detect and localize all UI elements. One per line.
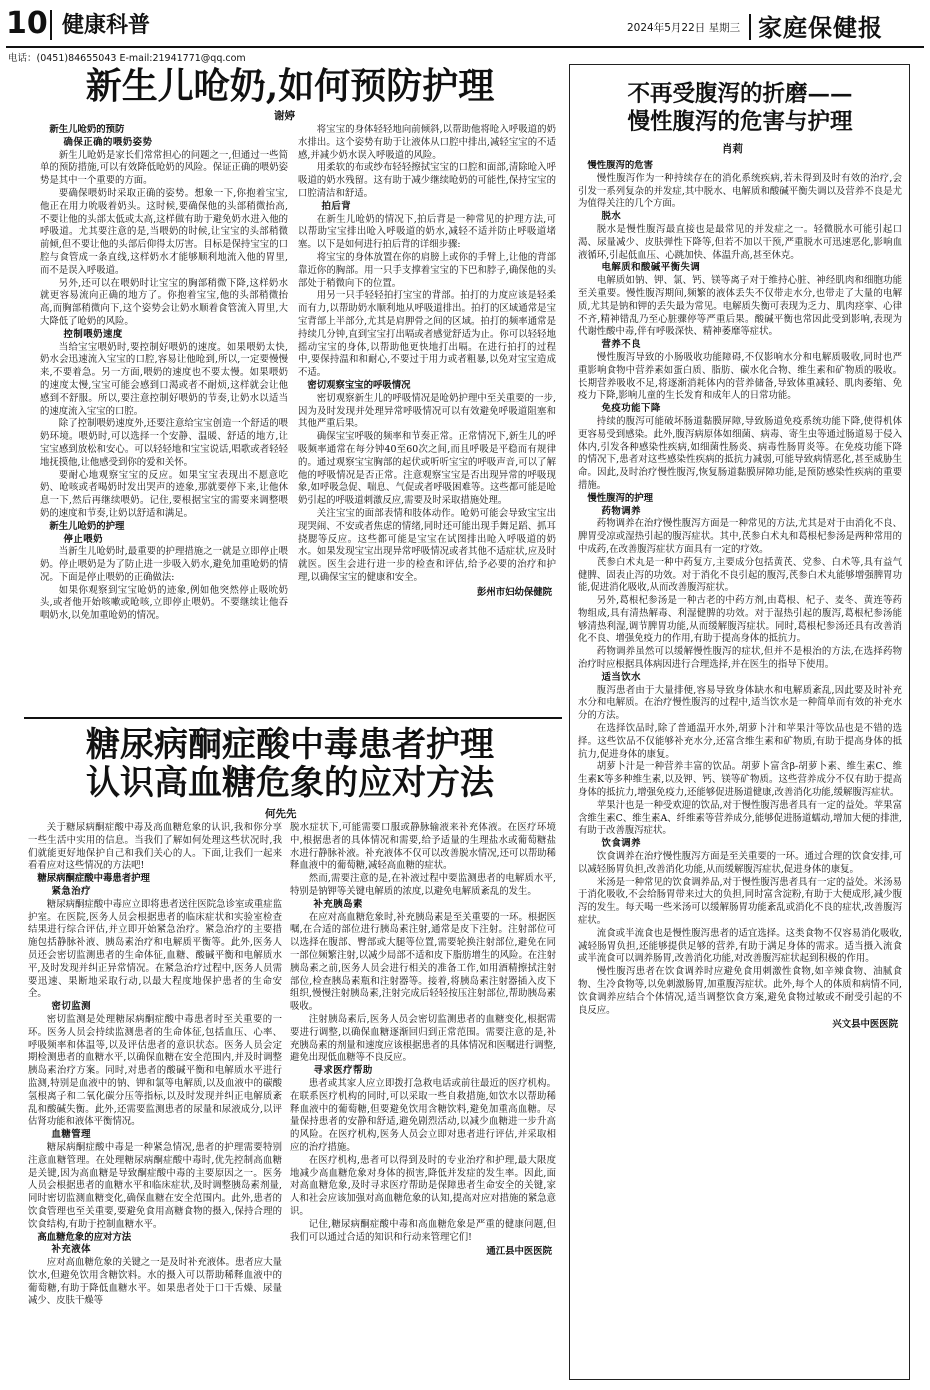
sub-subheading: 寻求医疗帮助 (313, 1065, 373, 1077)
paragraph: 密切监测是处理糖尿病酮症酸中毒患者时至关重要的一环。医务人员会持续监测患者的生命体征,包括血压、心率、呼吸频率和体温等,以及评估患者的意识状态。医务人员会定期检测患者的血糖水平,以确保血糖在安全范围内,并及时调整胰岛素治疗方案。同时,对患者的酸碱平衡和电解质水平进行监测,特别是血液中的钠、钾和氯等电解质,以及血液中的碳酸氢根离子和二氧化碳分压等指标,以及时发现并纠正电解质紊乱和酸碱失衡。此外,还需要监测患者的尿量和尿液成分,以评估肾功能和液体平衡情况。 (28, 1013, 282, 1128)
paragraph: 关于糖尿病酮症酸中毒及高血糖危象的认识,我和你分享一些生活中实用的信息。当我们了解如何处理这些状况时,我们就能更好地保护自己和我们关心的人。下面,让我们一起来看看应对这些情况的方法吧! (28, 822, 282, 872)
article3-column (578, 160, 902, 1368)
paragraph: 除了控制喂奶速度外,还要注意给宝宝创造一个舒适的喂奶环境。喂奶时,可以选择一个安静、温暖、舒适的地方,让宝宝感到放松和安心。可以轻轻地和宝宝说话,唱歌或者轻轻地抚摸他,让他感受到你的爱和关怀。 (40, 418, 288, 468)
article1-author: 谢婷 (274, 110, 295, 122)
paragraph: 慢性腹泻导致的小肠吸收功能障碍,不仅影响水分和电解质吸收,同时也严重影响食物中营养素如蛋白质、脂肪、碳水化合物、维生素和矿物质的吸收。长期营养吸收不足,将逐渐消耗体内的营养储备,导致体重减轻、肌肉萎缩、免疫力下降,影响儿童的生长发育和成年人的日常功能。 (578, 351, 902, 402)
paragraph: 新生儿呛奶是家长们常常担心的问题之一,但通过一些简单的预防措施,可以有效降低呛奶的风险。保证正确的喂奶姿势是其中一个重要的方面。 (40, 149, 288, 187)
sub-subheading: 紧急治疗 (51, 885, 92, 897)
subheading: 高血糖危象的应对方法 (37, 1231, 132, 1243)
page-header (0, 0, 930, 48)
subheading: 糖尿病酮症酸中毒患者护理 (37, 873, 150, 885)
article1-column-2 (298, 124, 556, 709)
paragraph: 在应对高血糖危象时,补充胰岛素是至关重要的一环。根据医嘱,在合适的部位进行胰岛素注射,通常是皮下注射。注射部位可以选择在腹部、臀部或大腿等位置,需要轮换注射部位,避免在同一部位频繁注射,以减少局部不适和皮下脂肪增生的风险。在注射胰岛素之前,医务人员会进行相关的准备工作,如用酒精擦拭注射部位,检查胰岛素瓶和注射器等。接着,将胰岛素注射器插入皮下组织,慢慢注射胰岛素,注射完成后轻轻按压注射部位,帮助胰岛素吸收。 (290, 911, 556, 1013)
sub-subheading: 免疫功能下降 (601, 403, 661, 415)
article3-author: 肖莉 (722, 143, 743, 155)
paragraph: 然而,需要注意的是,在补液过程中要监测患者的电解质水平,特别是钠钾等关键电解质的浓度,以避免电解质紊乱的发生。 (290, 873, 556, 897)
sub-subheading: 密切监测 (51, 1001, 92, 1013)
source-hospital: 通江县中医医院 (486, 1246, 552, 1258)
article2-column-2 (290, 822, 556, 1377)
subheading: 慢性腹泻的危害 (587, 160, 654, 171)
article1-title: 新生儿呛奶,如何预防护理 (85, 65, 495, 107)
sub-subheading: 控制喂奶速度 (63, 328, 123, 340)
paragraph: 在新生儿呛奶的情况下,拍后背是一种常见的护理方法,可以帮助宝宝排出呛入呼吸道的奶水,减轻不适并防止呼吸道堵塞。以下是如何进行拍后背的详细步骤: (298, 213, 556, 251)
paragraph: 慢性腹泻患者在饮食调养时应避免食用刺激性食物,如辛辣食物、油腻食物、生冷食物等,以免刺激肠胃,加重腹泻症状。此外,每个人的体质和病情不同,饮食调养应结合个体情况,适当调整饮食方案,避免食物过敏或不耐受引起的不良反应。 (578, 966, 902, 1016)
header-rule (6, 46, 924, 48)
paragraph: 注射胰岛素后,医务人员会密切监测患者的血糖变化,根据需要进行调整,以确保血糖逐渐回归到正常范围。需要注意的是,补充胰岛素的剂量和速度应该根据患者的具体情况和医嘱进行调整,避免出现低血糖等不良反应。 (290, 1013, 556, 1064)
sub-subheading: 确保正确的喂奶姿势 (63, 136, 153, 148)
paragraph: 当新生儿呛奶时,最重要的护理措施之一就是立即停止喂奶。停止喂奶是为了防止进一步吸入奶水,避免加重呛奶的情况。下面是停止喂奶的正确做法: (40, 546, 288, 583)
paragraph: 米汤是一种常见的饮食调养品,对于慢性腹泻患者具有一定的益处。米汤易于消化吸收,不会给肠胃带来过大的负担,同时富含淀粉,有助于大便成形,减少腹泻的发生。每天喝一些米汤可以缓解肠胃功能紊乱或消化不良的症状,改善腹泻症状。 (578, 876, 902, 927)
paragraph: 另外,还可以在喂奶时让宝宝的胸部稍微下降,这样奶水就更容易流向正确的地方了。你抱着宝宝,他的头部稍微抬高,而胸部稍微向下,这个姿势会让奶水顺着食管流入胃里,大大降低了呛奶的风险。 (40, 277, 288, 327)
paragraph: 密切观察新生儿的呼吸情况是呛奶护理中至关重要的一步,因为及时发现并处理异常呼吸情况可以有效避免呼吸道阻塞和其他严重后果。 (298, 392, 556, 430)
paragraph: 关注宝宝的面部表情和肢体动作。呛奶可能会导致宝宝出现哭闹、不安或者焦虑的情绪,同时还可能出现手舞足蹈、抓耳挠腮等反应。这些都可能是宝宝在试图排出呛入呼吸道的奶水。如果发现宝宝出现异常呼吸情况或者其他不适症状,应及时就医。医生会进行进一步的检查和评估,给予必要的治疗和护理,以确保宝宝的健康和安全。 (298, 507, 556, 583)
paragraph: 流食或半流食也是慢性腹泻患者的适宜选择。这类食物不仅容易消化吸收,减轻肠胃负担,还能够提供足够的营养,有助于满足身体的需求。适当摄入流食或半流食可以调养肠胃,改善消化功能,对改善腹泻症状起到积极的作用。 (578, 927, 902, 965)
weekday-text: 星期三 (708, 22, 741, 34)
sub-subheading: 停止喂奶 (63, 533, 104, 545)
article2-title-line2: 认识高血糖危象的应对方法 (86, 763, 494, 803)
subheading: 新生儿呛奶的护理 (49, 520, 125, 532)
page-number: 10 (6, 6, 48, 41)
newspaper-brand: 家庭保健报 (758, 13, 883, 42)
paragraph: 用柔软的布或纱布轻轻擦拭宝宝的口腔和面部,清除呛入呼吸道的奶水残留。这有助于减少继续呛奶的可能性,保持宝宝的口腔清洁和舒适。 (298, 162, 556, 199)
paragraph: 药物调养虽然可以缓解慢性腹泻的症状,但并不是根治的方法,在选择药物治疗时应根据具体病因进行合理选择,并在医生的指导下使用。 (578, 646, 902, 671)
sub-subheading: 拍后背 (321, 200, 352, 212)
paragraph: 确保宝宝呼吸的频率和节奏正常。正常情况下,新生儿的呼吸频率通常在每分钟40至60次之间,而且呼吸是平稳而有规律的。通过观察宝宝胸部的起伏或听听宝宝的呼吸声音,可以了解他的呼吸情况是否正常。注意观察宝宝是否出现异常的呼吸现象,如呼吸急促、喘息、气促或者呼吸困难等。这些都可能是呛奶引起的呼吸道刺激反应,需要及时采取措施处理。 (298, 431, 556, 507)
paragraph: 饮食调养在治疗慢性腹泻方面是至关重要的一环。通过合理的饮食安排,可以减轻肠胃负担,改善消化功能,从而缓解腹泻症状,促进身体的康复。 (578, 851, 902, 875)
sub-subheading: 补充胰岛素 (313, 898, 363, 910)
source-hospital: 彭州市妇幼保健院 (476, 586, 552, 598)
article1-column-1 (40, 124, 288, 709)
sub-subheading: 适当饮水 (601, 671, 642, 683)
paragraph: 如果你观察到宝宝呛奶的迹象,例如他突然停止吸吮奶头,或者他开始咳嗽或呛咳,立即停止喂奶。不要继续让他吞咽奶水,以免加重呛奶的情况。 (40, 584, 288, 622)
subheading: 新生儿呛奶的预防 (49, 124, 125, 135)
sub-subheading: 饮食调养 (601, 838, 642, 850)
date-text: 2024年5月22日 (627, 22, 706, 34)
issue-date (627, 20, 740, 35)
paragraph: 电解质如钠、钾、氯、钙、镁等离子对于维持心脏、神经肌肉和细胞功能至关重要。慢性腹泻期间,频繁的液体丢失不仅带走水分,也带走了大量的电解质,尤其是钠和钾的丢失最为常见。电解质失衡可表现为乏力、肌肉痉挛、心律不齐,精神错乱乃至心脏骤停等严重后果。酸碱平衡也常因此受到影响,表现为代谢性酸中毒,伴有呼吸深快、精神萎靡等症状。 (578, 275, 902, 338)
sub-subheading: 药物调养 (601, 505, 642, 517)
header-divider-2 (749, 14, 751, 40)
paragraph: 持续的腹泻可能破坏肠道黏膜屏障,导致肠道免疫系统功能下降,使得机体更容易受到感染。此外,腹泻病原体如细菌、病毒、寄生虫等通过肠道易于侵入体内,引发各种感染性疾病,如细菌性肠炎、病毒性肠胃炎等。在免疫功能下降的情况下,患者对这些感染性疾病的抵抗力减弱,可能导致病情恶化,甚至威胁生命。因此,及时治疗慢性腹泻,恢复肠道黏膜屏障功能,是预防感染性疾病的重要措施。 (578, 415, 902, 491)
paragraph: 胡萝卜汁是一种营养丰富的饮品。胡萝卜富含β-胡萝卜素、维生素C、维生素K等多种维生素,以及钾、钙、镁等矿物质。这些营养成分不仅有助于提高身体的抵抗力,增强免疫力,还能够促进肠道健康,改善消化功能,缓解腹泻症状。 (578, 761, 902, 799)
paragraph: 另外,葛根杞参汤是一种古老的中药方剂,由葛根、杞子、麦冬、黄连等药物组成,具有清热解毒、利湿健脾的功效。对于湿热引起的腹泻,葛根杞参汤能够清热利湿,调节脾胃功能,从而缓解腹泻症状。同时,葛根杞参汤还具有改善消化不良、增强免疫力的作用,有助于提高身体的抵抗力。 (578, 595, 902, 645)
article2-title-line1: 糖尿病酮症酸中毒患者护理 (86, 725, 494, 765)
sub-subheading: 血糖管理 (51, 1129, 92, 1141)
sub-subheading: 电解质和酸碱平衡失调 (601, 262, 701, 274)
sub-subheading: 脱水 (601, 211, 622, 223)
article3-title-line1: 不再受腹泻的折磨—— (627, 81, 853, 107)
sub-subheading: 补充液体 (51, 1244, 92, 1256)
paragraph: 药物调养在治疗慢性腹泻方面是一种常见的方法,尤其是对于由消化不良、脾胃受凉或湿热引起的腹泻症状。其中,芪参白术丸和葛根杞参汤是两种常用的中成药,在改善腹泻症状方面具有一定的疗效。 (578, 518, 902, 555)
paragraph: 将宝宝的身体轻轻地向前倾斜,以帮助他将呛入呼吸道的奶水排出。这个姿势有助于让液体从口腔中排出,减轻宝宝的不适感,并减少奶水误入呼吸道的风险。 (298, 124, 556, 161)
paragraph: 应对高血糖危象的关键之一是及时补充液体。患者应大量饮水,但避免饮用含糖饮料。水的摄入可以帮助稀释血液中的葡萄糖,有助于降低血糖水平。如果患者处于口干舌燥、尿量减少、皮肤干燥等 (28, 1257, 282, 1307)
source-hospital: 兴文县中医医院 (832, 1019, 898, 1031)
paragraph: 要耐心地观察宝宝的反应。如果宝宝表现出不愿意吃奶、呛咳或者喝奶时发出哭声的迹象,那就要停下来,让他休息一下,然后再继续喂奶。记住,要根据宝宝的需要来调整喂奶的速度和节奏,让奶以舒适和满足。 (40, 469, 288, 519)
paragraph: 糖尿病酮症酸中毒应立即将患者送往医院急诊室或重症监护室。在医院,医务人员会根据患者的临床症状和实验室检查结果进行综合评估,并立即开始紧急治疗。紧急治疗的主要措施包括静脉补液、胰岛素治疗和电解质平衡等。此外,医务人员还会密切监测患者的生命体征,血糖、酸碱平衡和电解质水平,及时发现并纠正异常情况。在紧急治疗过程中,医务人员需要迅速、果断地采取行动,以最大程度地保护患者的生命安全。 (28, 898, 282, 1000)
paragraph: 腹泻患者由于大量排便,容易导致身体缺水和电解质紊乱,因此要及时补充水分和电解质。在治疗慢性腹泻的过程中,适当饮水是一种简单而有效的补充水分的方法。 (578, 684, 902, 722)
paragraph: 慢性腹泻作为一种持续存在的消化系统疾病,若未得到及时有效的治疗,会引发一系列复杂的并发症,其中脱水、电解质和酸碱平衡失调以及营养不良是尤为值得关注的几个方面。 (578, 172, 902, 210)
subheading: 密切观察宝宝的呼吸情况 (307, 379, 411, 391)
article3-title-line2: 慢性腹泻的危害与护理 (627, 109, 853, 135)
article2-column-1 (28, 822, 282, 1377)
paragraph: 当给宝宝喂奶时,要控制好喂奶的速度。如果喂奶太快,奶水会迅速流入宝宝的口腔,容易让他呛到,所以,一定要慢慢来,不要着急。另一方面,喂奶的速度也不要太慢。如果喂奶的速度太慢,宝宝可能会感到口渴或者不耐烦,这样就会让他感到不舒服。所以,要注意控制好喂奶的节奏,让奶水以适当的速度流入宝宝的口腔。 (40, 341, 288, 417)
section-title: 健康科普 (62, 12, 151, 38)
paragraph: 将宝宝的身体放置在你的肩膀上或你的手臂上,让他的背部靠近你的胸部。用一只手支撑着宝宝的下巴和脖子,确保他的头部处于稍微向下的位置。 (298, 251, 556, 289)
article2-author: 何先先 (265, 808, 297, 820)
paragraph: 苹果汁也是一种受欢迎的饮品,对于慢性腹泻患者具有一定的益处。苹果富含维生素C、维生素A、纤维素等营养成分,能够促进肠道蠕动,增加大便的排泄,有助于改善腹泻症状。 (578, 799, 902, 837)
article-divider (24, 717, 562, 719)
paragraph: 脱水是慢性腹泻最直接也是最常见的并发症之一。轻微脱水可能引起口渴、尿量减少、皮肤弹性下降等,但若不加以干预,严重脱水可迅速恶化,影响血液循环,引起低血压、心跳加快、体温升高,甚至休克。 (578, 223, 902, 261)
header-divider (50, 10, 52, 40)
paragraph: 糖尿病酮症酸中毒是一种紧急情况,患者的护理需要特别注意血糖管理。在处理糖尿病酮症酸中毒时,优先控制高血糖是关键,因为高血糖是导致酮症酸中毒的主要原因之一。医务人员会根据患者的血糖水平和临床症状,及时调整胰岛素剂量,同时密切监测血糖变化,确保血糖在安全范围内。此外,患者的饮食管理也至关重要,要避免食用高糖食物的摄入,保持合理的饮食结构,有助于控制血糖水平。 (28, 1141, 282, 1230)
subheading: 慢性腹泻的护理 (587, 492, 654, 504)
paragraph: 患者或其家人应立即拨打急救电话或前往最近的医疗机构。在联系医疗机构的同时,可以采取一些自救措施,如饮水以帮助稀释血液中的葡萄糖,但要避免饮用含糖饮料,避免加重高血糖。尽量保持患者的安静和舒适,避免剧烈活动,以减少血糖进一步升高的风险。在医疗机构,医务人员会立即对患者进行评估,并采取相应的治疗措施。 (290, 1077, 556, 1153)
paragraph: 芪参白术丸是一种中药复方,主要成分包括黄芪、党参、白术等,具有益气健脾、固表止泻的功效。对于消化不良引起的腹泻,芪参白术丸能够增强脾胃功能,促进消化吸收,从而改善腹泻症状。 (578, 556, 902, 594)
paragraph: 在医疗机构,患者可以得到及时的专业治疗和护理,最大限度地减少高血糖危象对身体的损害,降低并发症的发生率。因此,面对高血糖危象,及时寻求医疗帮助是保障患者生命安全的关键,家人和社会应该加强对高血糖危象的认知,提高对应对措施的紧急意识。 (290, 1154, 556, 1217)
paragraph: 用另一只手轻轻拍打宝宝的背部。拍打的力度应该是轻柔而有力,以帮助奶水顺利地从呼吸道排出。拍打的区域通常是宝宝背部上半部分,尤其是肩胛骨之间的区域。拍打的频率通常是持续几分钟,直到宝宝打出嗝或者感觉舒适为止。你可以轻轻地摇动宝宝的身体,以帮助他更快地打出嗝。在进行拍打的过程中,要保持温和和耐心,不要过于用力或者粗暴,以免对宝宝造成不适。 (298, 290, 556, 379)
paragraph: 要确保喂奶时采取正确的姿势。想象一下,你抱着宝宝,他正在用力吮吸着奶头。这时候,要确保他的头部稍微抬高,不要让他的头部太低或太高,这样做有助于避免奶水进入他的呼吸道。尤其要注意的是,当喂奶的时候,让宝宝的头部稍微前倾,但不要让他的头部后仰得太厉害。目标是保持宝宝的口腔与食管成一条直线,这样奶水才能够顺利地流入他的胃里,而不是误入呼吸道。 (40, 187, 288, 276)
sub-subheading: 营养不良 (601, 339, 642, 351)
paragraph: 脱水症状下,可能需要口服或静脉输液来补充体液。在医疗环境中,根据患者的具体情况和需要,给予适量的生理盐水或葡萄糖盐水进行静脉补液。补充液体不仅可以改善脱水情况,还可以帮助稀释血液中的葡萄糖,减轻高血糖的症状。 (290, 822, 556, 872)
paragraph: 记住,糖尿病酮症酸中毒和高血糖危象是严重的健康问题,但我们可以通过合适的知识和行动来管理它们! (290, 1218, 556, 1243)
contact-info: 电话：(0451)84655043 E-mail:21941771@qq.com (8, 53, 246, 64)
paragraph: 在选择饮品时,除了普通温开水外,胡萝卜汁和苹果汁等饮品也是不错的选择。这些饮品不仅能够补充水分,还富含维生素和矿物质,有助于提高身体的抵抗力,促进身体的康复。 (578, 723, 902, 760)
